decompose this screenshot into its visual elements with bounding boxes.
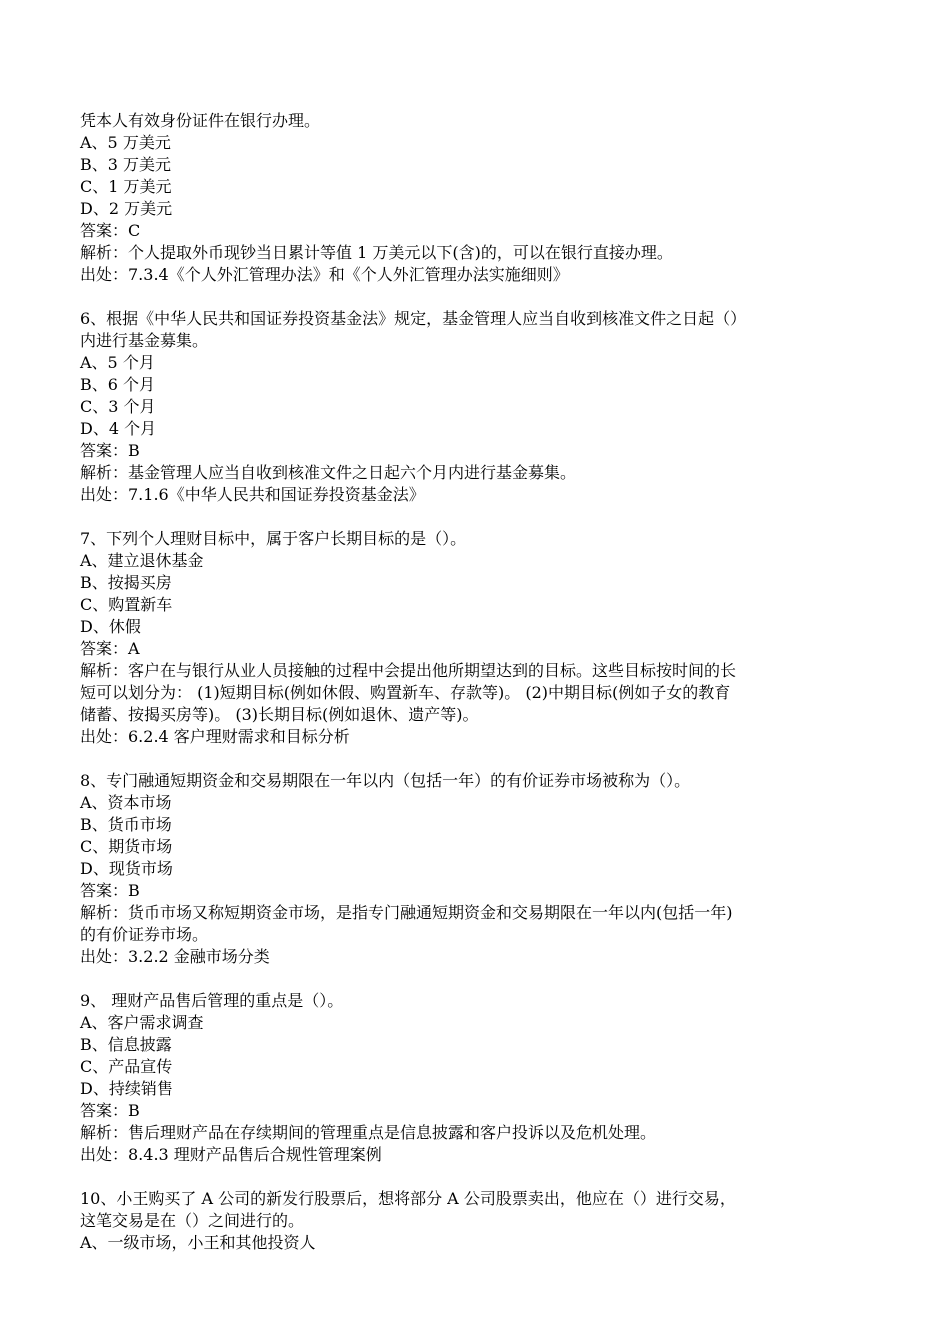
question-10-block bbox=[80, 1188, 880, 1254]
answer: 答案：B bbox=[80, 441, 140, 460]
analysis: 解析：售后理财产品在存续期间的管理重点是信息披露和客户投诉以及危机处理。 bbox=[80, 1123, 657, 1142]
option-a: A、一级市场，小王和其他投资人 bbox=[80, 1233, 316, 1252]
option-d: D、2 万美元 bbox=[80, 199, 173, 218]
analysis-line-2: 的有价证券市场。 bbox=[80, 925, 209, 944]
source: 出处：8.4.3 理财产品售后合规性管理案例 bbox=[80, 1145, 382, 1164]
spacer bbox=[80, 1166, 880, 1188]
question-9-block bbox=[80, 990, 880, 1166]
source: 出处：6.2.4 客户理财需求和目标分析 bbox=[80, 727, 350, 746]
answer: 答案：A bbox=[80, 639, 140, 658]
source: 出处：7.3.4《个人外汇管理办法》和《个人外汇管理办法实施细则》 bbox=[80, 265, 569, 284]
question-6-text-line-1: 6、根据《中华人民共和国证券投资基金法》规定，基金管理人应当自收到核准文件之日起（） bbox=[80, 309, 747, 328]
source: 出处：7.1.6《中华人民共和国证券投资基金法》 bbox=[80, 485, 425, 504]
document-body bbox=[80, 110, 880, 1254]
spacer bbox=[80, 286, 880, 308]
option-b: B、3 万美元 bbox=[80, 155, 172, 174]
analysis-line-2: 短可以划分为： (1)短期目标(例如休假、购置新车、存款等)。 (2)中期目标(例如子女的教育 bbox=[80, 683, 731, 702]
option-c: C、1 万美元 bbox=[80, 177, 172, 196]
option-a: A、资本市场 bbox=[80, 793, 172, 812]
option-d: D、休假 bbox=[80, 617, 141, 636]
option-c: C、产品宣传 bbox=[80, 1057, 173, 1076]
question-8-text: 8、专门融通短期资金和交易期限在一年以内（包括一年）的有价证券市场被称为（）。 bbox=[80, 771, 691, 790]
option-c: C、期货市场 bbox=[80, 837, 173, 856]
question-10-text-line-2: 这笔交易是在（）之间进行的。 bbox=[80, 1211, 305, 1230]
spacer bbox=[80, 968, 880, 990]
question-7-block bbox=[80, 528, 880, 748]
option-d: D、现货市场 bbox=[80, 859, 173, 878]
option-a: A、5 个月 bbox=[80, 353, 155, 372]
question-10-text-line-1: 10、小王购买了 A 公司的新发行股票后，想将部分 A 公司股票卖出，他应在（）进行交易， bbox=[80, 1189, 736, 1208]
question-5-block bbox=[80, 110, 880, 286]
option-c: C、3 个月 bbox=[80, 397, 156, 416]
question-5-continuation: 凭本人有效身份证件在银行办理。 bbox=[80, 111, 321, 130]
analysis-line-3: 储蓄、按揭买房等)。 (3)长期目标(例如退休、遗产等)。 bbox=[80, 705, 479, 724]
option-a: A、5 万美元 bbox=[80, 133, 171, 152]
option-d: D、4 个月 bbox=[80, 419, 157, 438]
analysis-line-1: 解析：货币市场又称短期资金市场，是指专门融通短期资金和交易期限在一年以内(包括一年) bbox=[80, 903, 733, 922]
option-b: B、信息披露 bbox=[80, 1035, 172, 1054]
question-6-block bbox=[80, 308, 880, 506]
spacer bbox=[80, 748, 880, 770]
option-d: D、持续销售 bbox=[80, 1079, 173, 1098]
question-7-text: 7、下列个人理财目标中，属于客户长期目标的是（）。 bbox=[80, 529, 467, 548]
question-8-block bbox=[80, 770, 880, 968]
option-c: C、购置新车 bbox=[80, 595, 173, 614]
spacer bbox=[80, 506, 880, 528]
answer: 答案：B bbox=[80, 881, 140, 900]
answer: 答案：B bbox=[80, 1101, 140, 1120]
question-9-text: 9、 理财产品售后管理的重点是（）。 bbox=[80, 991, 344, 1010]
analysis: 解析：个人提取外币现钞当日累计等值 1 万美元以下(含)的，可以在银行直接办理。 bbox=[80, 243, 673, 262]
analysis: 解析：基金管理人应当自收到核准文件之日起六个月内进行基金募集。 bbox=[80, 463, 577, 482]
option-b: B、6 个月 bbox=[80, 375, 156, 394]
option-b: B、货币市场 bbox=[80, 815, 172, 834]
source: 出处：3.2.2 金融市场分类 bbox=[80, 947, 270, 966]
option-b: B、按揭买房 bbox=[80, 573, 172, 592]
question-6-text-line-2: 内进行基金募集。 bbox=[80, 331, 209, 350]
analysis-line-1: 解析：客户在与银行从业人员接触的过程中会提出他所期望达到的目标。这些目标按时间的长 bbox=[80, 661, 737, 680]
option-a: A、建立退休基金 bbox=[80, 551, 204, 570]
option-a: A、客户需求调查 bbox=[80, 1013, 204, 1032]
answer: 答案：C bbox=[80, 221, 141, 240]
